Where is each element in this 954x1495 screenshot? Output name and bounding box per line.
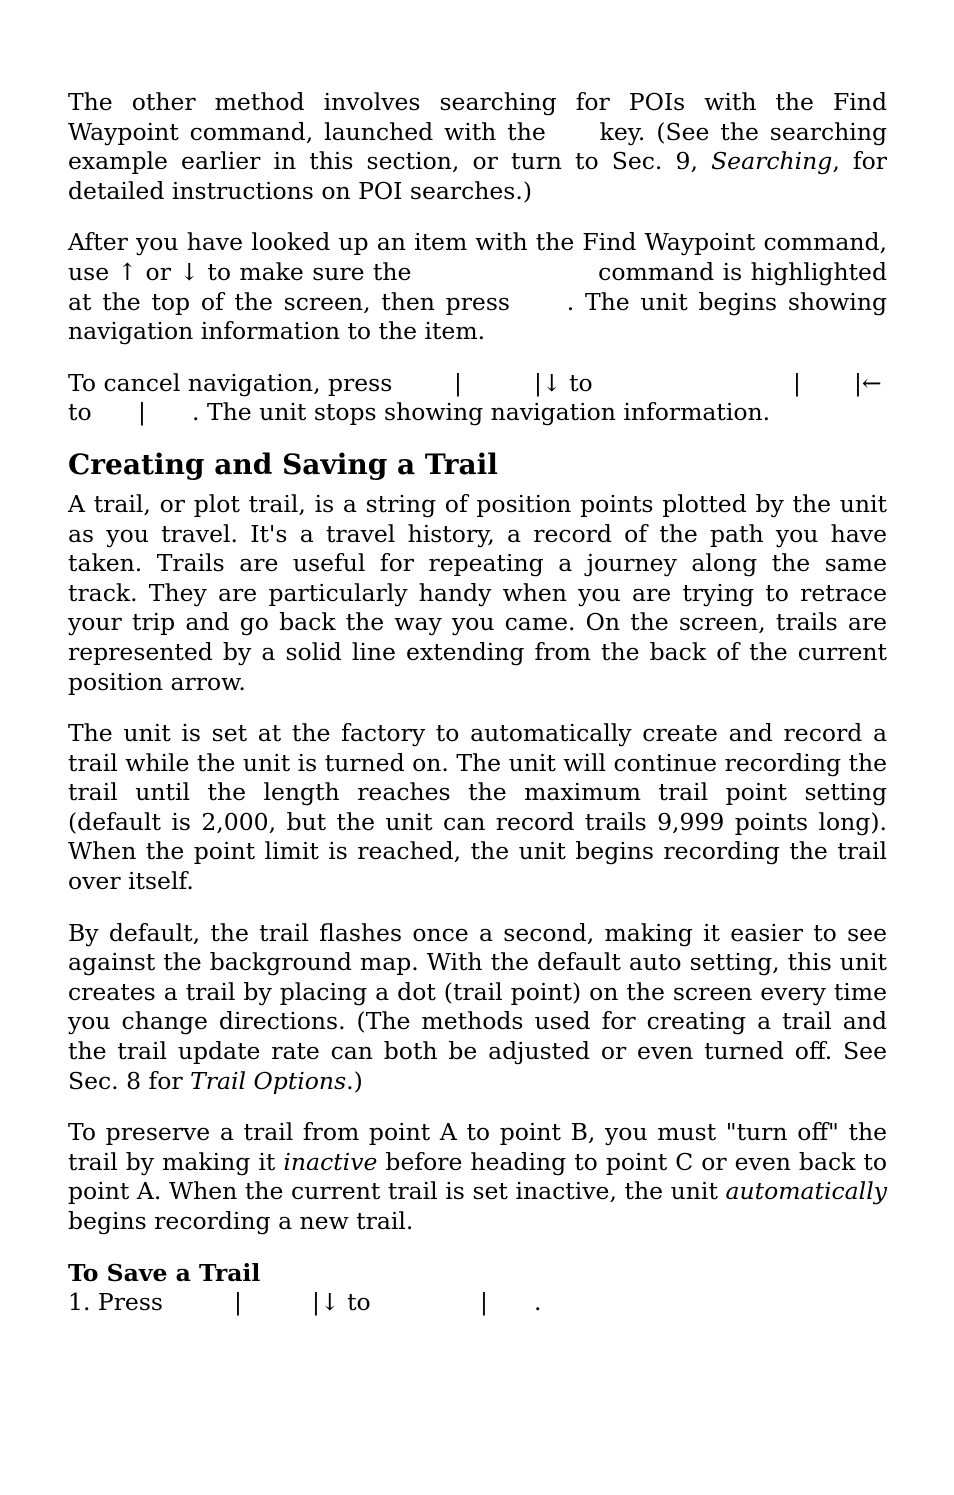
cancel-line-2: to | . The unit stops showing navigation information. [68,398,771,427]
trail-preserve-paragraph: To preserve a trail from point A to point B, you must "turn off" the trail by making it inactive before heading to point C or even back to point A. When the current trail is set inactive, the unit automatically begins recording a new trail. [68,1118,887,1235]
save-trail-step-1: 1. Press | |↓ to | . [68,1288,542,1317]
trail-flashing-paragraph: By default, the trail flashes once a second, making it easier to see against the background map. With the default auto setting, this unit creates a trail by placing a dot (trail point) on the screen every time you change directions. (The methods used for creating a trail and the trail update rate can both be adjusted or even turned off. See Sec. 8 for Trail Options.) [68,918,887,1095]
trail-definition-paragraph: A trail, or plot trail, is a string of position points plotted by the unit as you travel. It's a travel history, a record of the path you have taken. Trails are useful for repeating a journey along the same track. They are particularly handy when you are trying to retrace your trip and go back the way you came. On the screen, trails are represented by a solid line extending from the back of the current position arrow. [68,489,887,696]
intro-paragraph-find-waypoint: The other method involves searching for POIs with the Find Waypoint command, launched with the key. (See the searching example earlier in this section, or turn to Sec. 9, Searching, for detailed instructions on POI searches.) [68,88,888,205]
manual-page [68,88,887,1318]
intro-paragraph-navigation: After you have looked up an item with the Find Waypoint command, use ↑ or ↓ to make sure the command is highlighted at the top of the screen, then press . The unit begins showing navigation information to the item. [68,228,888,346]
section-heading: Creating and Saving a Trail [68,447,498,481]
save-trail-subheading: To Save a Trail [68,1258,261,1287]
trail-recording-paragraph: The unit is set at the factory to automatically create and record a trail while the unit is turned on. The unit will continue recording the trail until the length reaches the maximum trail point setting (default is 2,000, but the unit can record trails 9,999 points long). When the point limit is reached, the unit begins recording the trail over itself. [68,719,887,896]
cancel-line-1: To cancel navigation, press | |↓ to | |← [68,368,882,397]
intro-paragraph-cancel [68,369,887,428]
